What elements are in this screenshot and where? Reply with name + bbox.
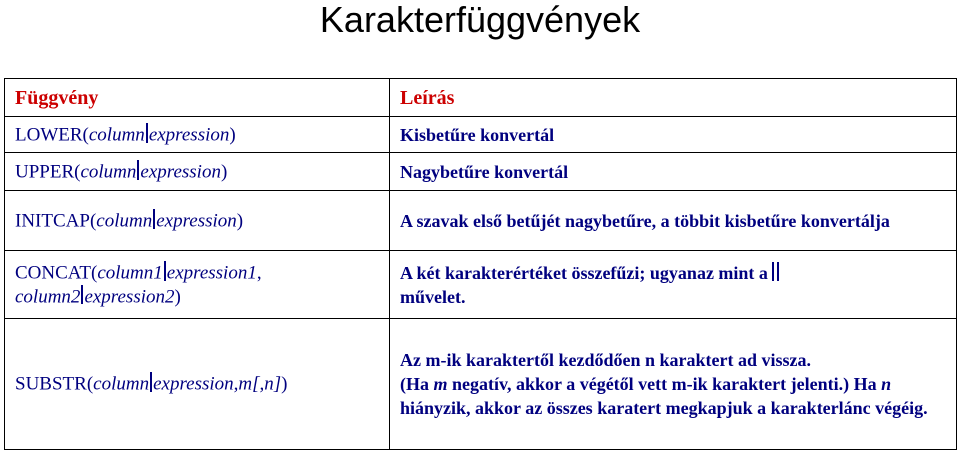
function-arg: expression	[156, 210, 237, 232]
pipe-operator	[772, 262, 774, 281]
function-arg: expression2	[84, 286, 175, 308]
separator-bar	[153, 209, 155, 229]
table-row-substr	[5, 319, 957, 450]
description-cell-lower	[390, 117, 957, 153]
function-description: Nagybetűre konvertál	[400, 161, 569, 182]
function-arg: column	[88, 124, 145, 146]
param-m: m	[433, 374, 448, 394]
description-part: (Ha	[400, 374, 434, 394]
function-name: INITCAP	[15, 210, 90, 232]
description-cell-concat	[390, 251, 957, 319]
header-cell-description	[390, 79, 957, 117]
function-cell-concat: CONCAT(column1 expression1, column2 expression2)	[5, 251, 390, 319]
table-row-lower	[5, 117, 957, 153]
function-name: LOWER	[15, 124, 83, 146]
pipe-operator	[777, 262, 779, 281]
description-cell-substr	[390, 319, 957, 450]
description-part: negatív, akkor a végétől vett m-ik karaktert jelenti.) Ha	[447, 374, 882, 394]
function-arg: column	[93, 373, 150, 395]
separator-bar	[164, 261, 166, 281]
table-row-upper	[5, 153, 957, 191]
function-description: Az m-ik karaktertől kezdődően n karaktert ad vissza.	[400, 350, 811, 370]
function-description: A szavak első betűjét nagybetűre, a többit kisbetűre konvertálja	[400, 210, 890, 231]
function-arg: expression1	[166, 262, 257, 284]
description-part: hiányzik, akkor az összes karatert megkapjuk a karakterlánc végéig.	[400, 398, 928, 418]
separator-bar	[146, 123, 148, 143]
function-name: UPPER	[15, 161, 75, 183]
function-arg: expression	[140, 161, 221, 183]
function-arg: expression,m[,n]	[153, 373, 282, 395]
function-name: SUBSTR	[15, 373, 87, 395]
header-cell-function	[5, 79, 390, 117]
separator-bar	[150, 372, 152, 392]
function-cell-substr: SUBSTR(column expression,m[,n])	[5, 319, 390, 450]
function-cell-lower: LOWER(column expression)	[5, 117, 390, 153]
table-row-concat	[5, 251, 957, 319]
header-description: Leírás	[400, 86, 455, 109]
table-row-initcap	[5, 191, 957, 251]
function-arg: column2	[15, 286, 81, 308]
description-cell-initcap	[390, 191, 957, 251]
function-cell-upper: UPPER(column expression)	[5, 153, 390, 191]
function-arg: column	[96, 210, 153, 232]
function-description: Kisbetűre konvertál	[400, 124, 555, 145]
functions-table	[4, 78, 957, 450]
function-description-end: művelet.	[400, 286, 466, 307]
function-name: CONCAT	[15, 262, 92, 284]
header-row	[5, 79, 957, 117]
function-arg: column1	[97, 262, 163, 284]
page-title: Karakterfüggvények	[319, 0, 641, 40]
function-arg: expression	[148, 124, 230, 146]
header-function: Függvény	[15, 86, 99, 109]
function-arg: column	[80, 161, 137, 183]
param-n: n	[881, 374, 892, 394]
function-description: A két karakterértéket összefűzi; ugyanaz mint a	[400, 262, 768, 283]
function-cell-initcap: INITCAP(column expression)	[5, 191, 390, 251]
description-cell-upper	[390, 153, 957, 191]
